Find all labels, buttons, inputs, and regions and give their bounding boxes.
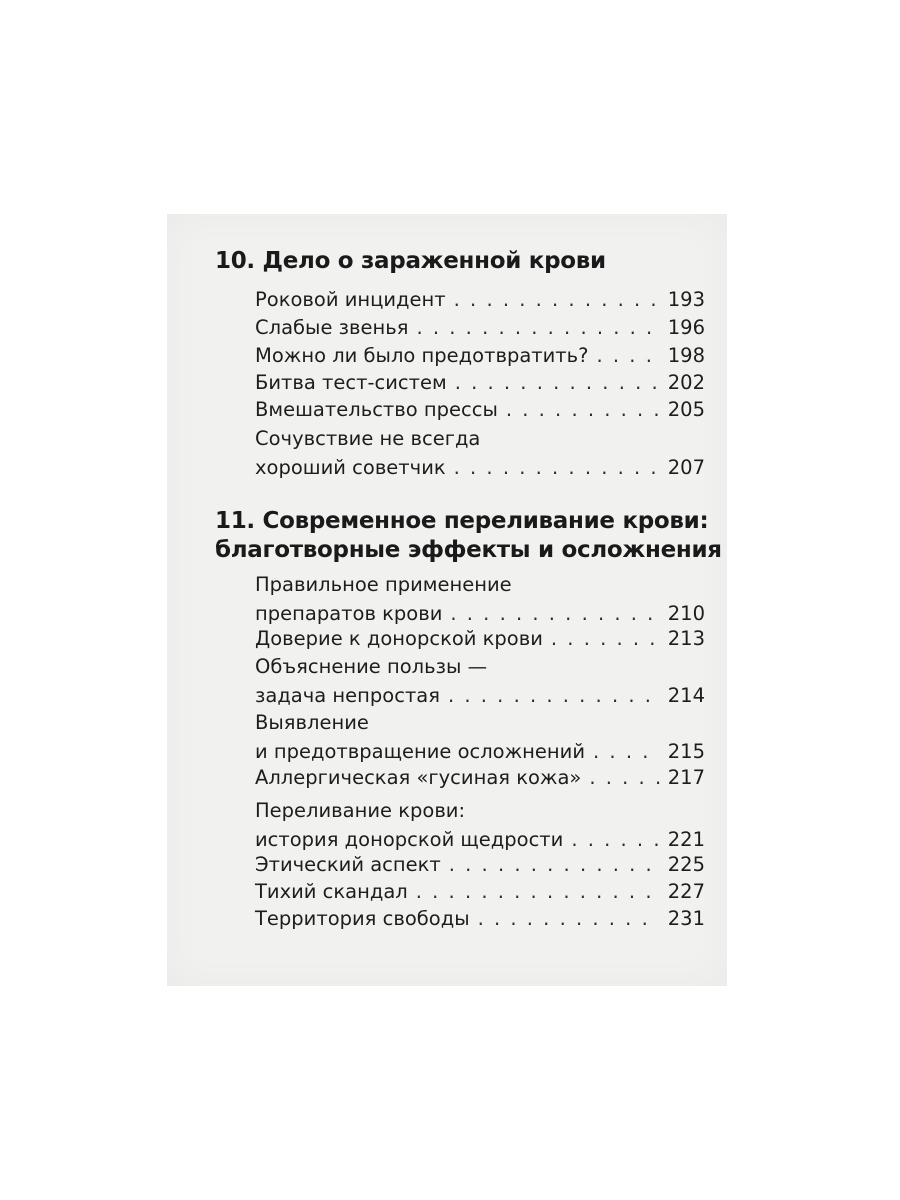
toc-entry-page: 221	[667, 828, 705, 851]
toc-entry-page: 205	[667, 398, 705, 421]
toc-entry	[255, 395, 705, 424]
toc-entry-label: Слабые звенья	[255, 316, 409, 339]
toc-entry-label: Можно ли было предотвратить?	[255, 344, 589, 367]
toc-entry	[255, 368, 705, 397]
dot-leader	[448, 681, 660, 710]
toc-entry-first-line: Правильное применение	[255, 573, 512, 596]
dot-leader	[589, 763, 659, 792]
toc-entry-label: Этический аспект	[255, 853, 441, 876]
dot-leader	[449, 850, 660, 879]
toc-entry-first-line: Сочувствие не всегда	[255, 427, 481, 450]
toc-entry-page: 196	[667, 316, 705, 339]
toc-entry	[255, 341, 705, 370]
dot-leader	[454, 453, 660, 482]
toc-entry-label: хороший советчик	[255, 456, 446, 479]
dot-leader	[454, 285, 660, 314]
toc-entry-label: препаратов крови	[255, 602, 443, 625]
toc-entry	[255, 850, 705, 879]
chapter-title-11	[215, 507, 722, 565]
dot-leader	[416, 877, 660, 906]
toc-entry-label: Аллергическая «гусиная кожа»	[255, 766, 582, 789]
toc-entry	[255, 796, 705, 854]
dot-leader	[455, 368, 660, 397]
toc-entry-page: 202	[667, 371, 705, 394]
toc-entry-label: Вмешательство прессы	[255, 398, 498, 421]
toc-entry-page: 231	[667, 907, 705, 930]
toc-entry	[255, 877, 705, 906]
toc-entry-first-line: Переливание крови:	[255, 799, 466, 822]
toc-entry-page: 217	[667, 766, 705, 789]
toc-entry-label: история донорской щедрости	[255, 828, 564, 851]
toc-entry	[255, 763, 705, 792]
toc-entry-page: 213	[667, 627, 705, 650]
toc-entry-page: 215	[667, 740, 705, 763]
dot-leader	[551, 624, 660, 653]
toc-entry	[255, 652, 705, 710]
dot-leader	[506, 395, 660, 424]
toc-entry	[255, 708, 705, 766]
toc-entry-label: Роковой инцидент	[255, 288, 446, 311]
toc-entry	[255, 570, 705, 628]
toc-entry-page: 227	[667, 880, 705, 903]
toc-entry-page: 210	[667, 602, 705, 625]
dot-leader	[597, 341, 660, 370]
toc-entry-page: 214	[667, 684, 705, 707]
toc-entry-label: Доверие к донорской крови	[255, 627, 543, 650]
toc-entry	[255, 285, 705, 314]
toc-entry-label: Территория свободы	[255, 907, 470, 930]
chapter-title-line: 10. Дело о зараженной крови	[215, 248, 606, 274]
toc-entry-label: и предотвращение осложнений	[255, 740, 586, 763]
toc-entry-first-line: Объяснение пользы —	[255, 655, 488, 678]
toc-entry-page: 225	[667, 853, 705, 876]
toc-entry-label: задача непростая	[255, 684, 440, 707]
toc-entry-label: Тихий скандал	[255, 880, 408, 903]
toc-entry	[255, 904, 705, 933]
toc-entry-first-line: Выявление	[255, 711, 369, 734]
chapter-title-10	[215, 247, 606, 276]
dot-leader	[593, 737, 660, 766]
toc-entry	[255, 424, 705, 482]
toc-entry-label: Битва тест-систем	[255, 371, 447, 394]
chapter-title-line: благотворные эффекты и осложнения	[215, 537, 722, 563]
toc-entry-page: 198	[667, 344, 705, 367]
toc-entry-page: 193	[667, 288, 705, 311]
dot-leader	[416, 313, 659, 342]
chapter-title-line: 11. Современное переливание крови:	[215, 508, 709, 534]
toc-entry	[255, 624, 705, 653]
dot-leader	[478, 904, 660, 933]
toc-entry	[255, 313, 705, 342]
toc-entry-page: 207	[667, 456, 705, 479]
